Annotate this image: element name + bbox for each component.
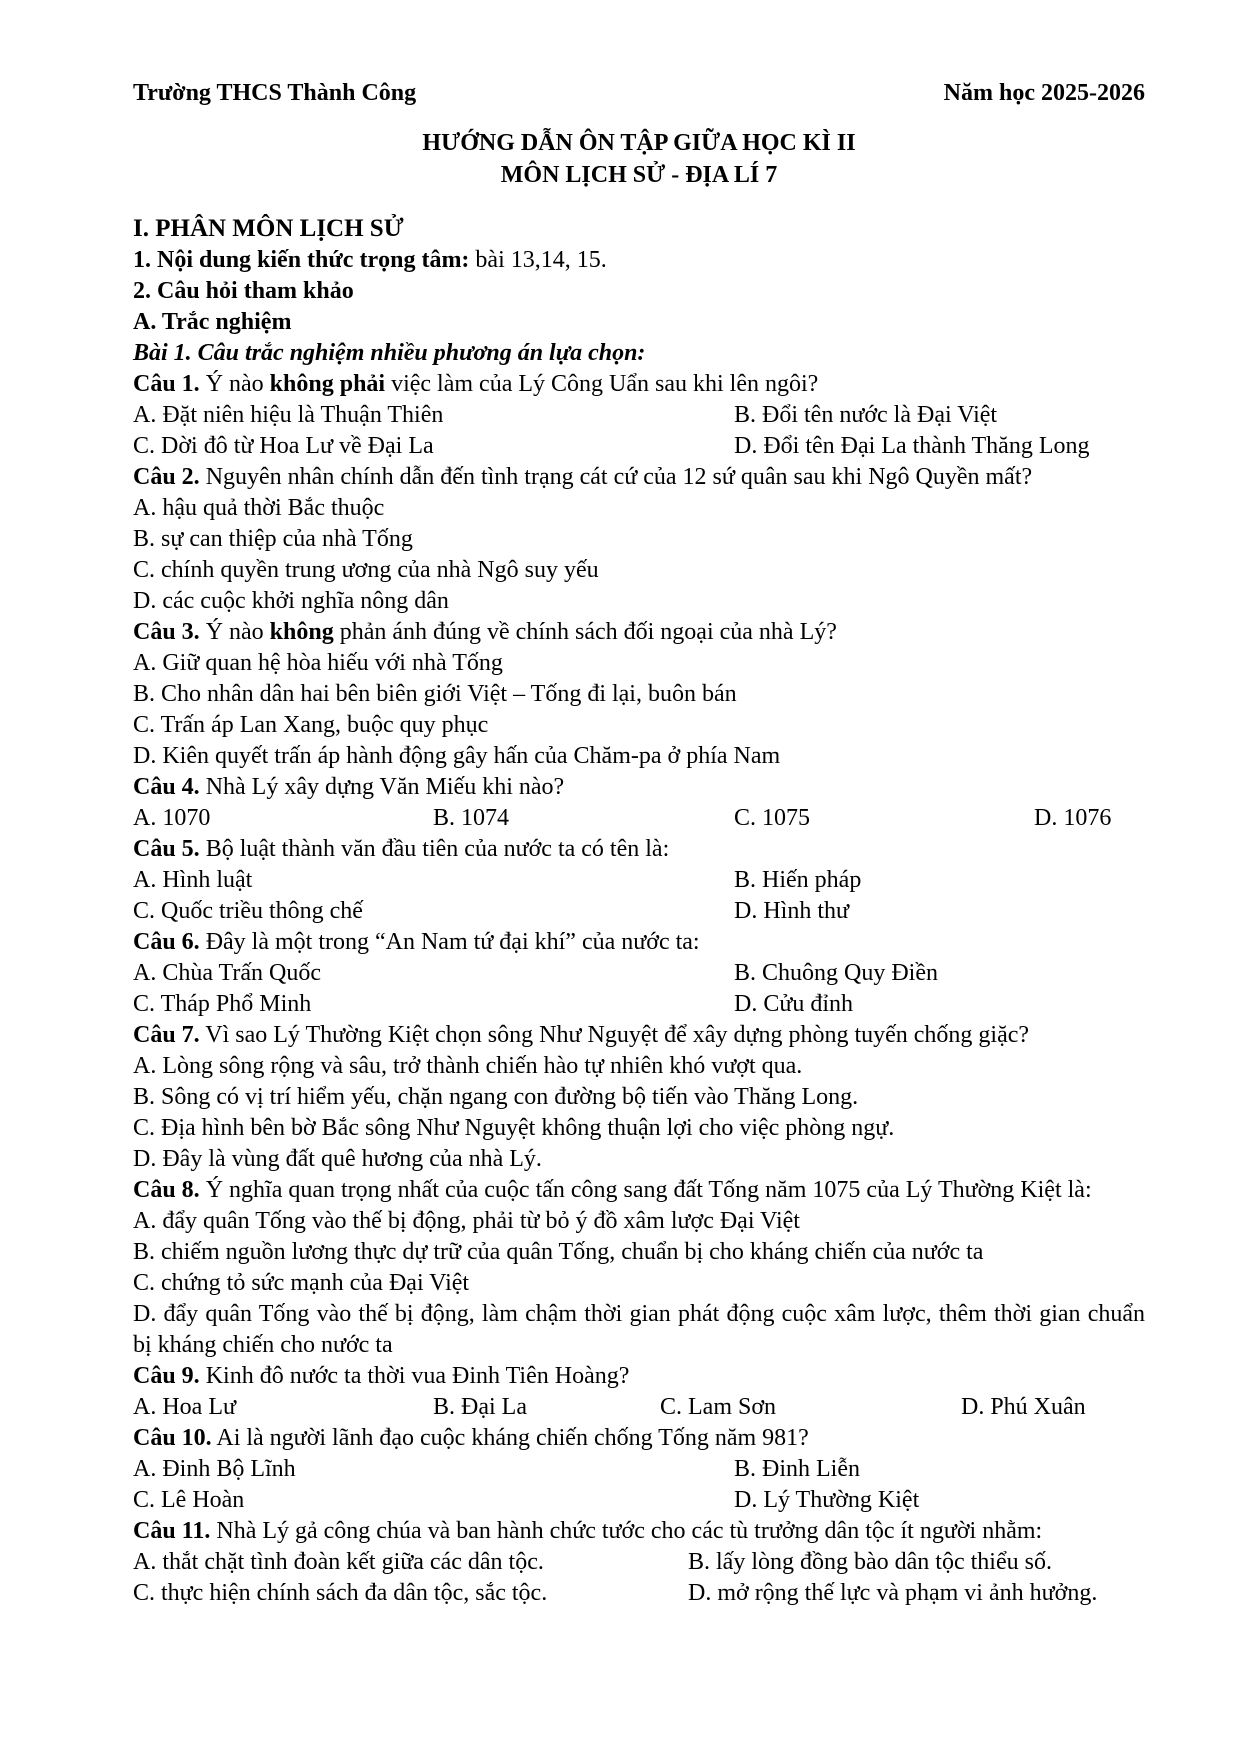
question-text: Nhà Lý gả công chúa và ban hành chức tước cho các tù trưởng dân tộc ít người nhằm: (210, 1518, 1043, 1544)
option-b: B. 1074 (433, 805, 510, 831)
option-d: D. Đây là vùng đất quê hương của nhà Lý. (133, 1146, 542, 1172)
question-7 (133, 1020, 1145, 1051)
option-a: A. Đặt niên hiệu là Thuận Thiên (133, 402, 444, 428)
option-c: C. Trấn áp Lan Xang, buộc quy phục (133, 712, 489, 738)
option-b: B. Hiến pháp (734, 867, 862, 893)
question-emphasis: không phải (269, 371, 386, 397)
question-11-options (133, 1547, 1145, 1609)
question-9-options (133, 1392, 1145, 1423)
section-heading: I. PHÂN MÔN LỊCH SỬ (133, 215, 404, 242)
question-3-options (133, 648, 1145, 772)
question-text: việc làm của Lý Công Uẩn sau khi lên ngôi? (385, 371, 819, 397)
option-b: B. lấy lòng đồng bào dân tộc thiểu số. (688, 1549, 1052, 1575)
question-8 (133, 1175, 1145, 1206)
sub-heading-a: A. Trắc nghiệm (133, 309, 292, 335)
option-d: D. đẩy quân Tống vào thế bị động, làm chậm thời gian phát động cuộc xâm lược, thêm thời gian chuẩn bị kháng chiến cho nước ta (133, 1301, 1145, 1358)
question-10 (133, 1423, 1145, 1454)
question-1-options (133, 400, 1145, 462)
question-text: Nhà Lý xây dựng Văn Miếu khi nào? (199, 774, 565, 800)
question-9 (133, 1361, 1145, 1392)
question-label: Câu 3. (133, 619, 200, 645)
option-c: C. Tháp Phổ Minh (133, 991, 312, 1017)
title-block (133, 127, 1145, 191)
option-d: D. Hình thư (734, 898, 850, 924)
item-2: 2. Câu hỏi tham khảo (133, 278, 354, 304)
question-text: Ai là người lãnh đạo cuộc kháng chiến chống Tống năm 981? (211, 1425, 809, 1451)
option-c: C. chứng tỏ sức mạnh của Đại Việt (133, 1270, 470, 1296)
question-label: Câu 11. (133, 1518, 211, 1544)
question-5-options (133, 865, 1145, 927)
question-6 (133, 927, 1145, 958)
question-2 (133, 462, 1145, 493)
question-4-options (133, 803, 1145, 834)
question-5 (133, 834, 1145, 865)
option-d: D. Kiên quyết trấn áp hành động gây hấn của Chăm-pa ở phía Nam (133, 743, 781, 769)
item-1 (133, 245, 1145, 276)
question-text: phản ánh đúng về chính sách đối ngoại của nhà Lý? (333, 619, 837, 645)
option-d: D. Cửu đỉnh (734, 991, 854, 1017)
option-c: C. Lam Sơn (660, 1394, 777, 1420)
option-a: A. Lòng sông rộng và sâu, trở thành chiến hào tự nhiên khó vượt qua. (133, 1053, 803, 1079)
option-b: B. Chuông Quy Điền (734, 960, 938, 986)
question-label: Câu 9. (133, 1363, 200, 1389)
question-8-options (133, 1206, 1145, 1361)
question-text: Vì sao Lý Thường Kiệt chọn sông Như Nguyệt để xây dựng phòng tuyến chống giặc? (199, 1022, 1030, 1048)
option-c: C. Lê Hoàn (133, 1487, 245, 1513)
question-7-options (133, 1051, 1145, 1175)
school-name: Trường THCS Thành Công (133, 80, 417, 106)
question-label: Câu 6. (133, 929, 200, 955)
question-4 (133, 772, 1145, 803)
page-header (133, 73, 1145, 113)
question-emphasis: không (269, 619, 334, 645)
item-1-label: 1. Nội dung kiến thức trọng tâm: (133, 247, 470, 273)
question-text: Nguyên nhân chính dẫn đến tình trạng cát cứ của 12 sứ quân sau khi Ngô Quyền mất? (199, 464, 1033, 490)
question-text: Ý nghĩa quan trọng nhất của cuộc tấn công sang đất Tống năm 1075 của Lý Thường Kiệt là: (199, 1177, 1092, 1203)
option-d: D. 1076 (1034, 805, 1112, 831)
option-b: B. sự can thiệp của nhà Tống (133, 526, 413, 552)
document-title: HƯỚNG DẪN ÔN TẬP GIỮA HỌC KÌ II (422, 130, 856, 156)
question-10-options (133, 1454, 1145, 1516)
question-1 (133, 369, 1145, 400)
option-d: D. Phú Xuân (961, 1394, 1086, 1420)
question-text: Đây là một trong “An Nam tứ đại khí” của nước ta: (199, 929, 700, 955)
option-b: B. Đại La (433, 1394, 527, 1420)
option-a: A. Đinh Bộ Lĩnh (133, 1456, 296, 1482)
question-text: Kinh đô nước ta thời vua Đinh Tiên Hoàng? (199, 1363, 630, 1389)
question-label: Câu 4. (133, 774, 200, 800)
option-c: C. chính quyền trung ương của nhà Ngô suy yếu (133, 557, 599, 583)
option-d: D. Lý Thường Kiệt (734, 1487, 920, 1513)
option-d: D. mở rộng thế lực và phạm vi ảnh hưởng. (688, 1580, 1098, 1606)
question-label: Câu 8. (133, 1177, 200, 1203)
option-b: B. chiếm nguồn lương thực dự trữ của quân Tống, chuẩn bị cho kháng chiến của nước ta (133, 1239, 984, 1265)
option-a: A. hậu quả thời Bắc thuộc (133, 495, 385, 521)
question-2-options (133, 493, 1145, 617)
option-b: B. Đổi tên nước là Đại Việt (734, 402, 998, 428)
option-c: C. 1075 (734, 805, 811, 831)
option-c: C. Địa hình bên bờ Bắc sông Như Nguyệt không thuận lợi cho việc phòng ngự. (133, 1115, 895, 1141)
question-6-options (133, 958, 1145, 1020)
option-a: A. đẩy quân Tống vào thế bị động, phải từ bỏ ý đồ xâm lược Đại Việt (133, 1208, 800, 1234)
option-c: C. thực hiện chính sách đa dân tộc, sắc tộc. (133, 1580, 548, 1606)
question-11 (133, 1516, 1145, 1547)
option-a: A. 1070 (133, 805, 211, 831)
document-content (133, 73, 1145, 1609)
question-label: Câu 5. (133, 836, 200, 862)
question-label: Câu 7. (133, 1022, 200, 1048)
option-b: B. Sông có vị trí hiểm yếu, chặn ngang con đường bộ tiến vào Thăng Long. (133, 1084, 859, 1110)
exercise-heading: Bài 1. Câu trắc nghiệm nhiều phương án lựa chọn: (133, 340, 646, 366)
option-a: A. Giữ quan hệ hòa hiếu với nhà Tống (133, 650, 503, 676)
option-d: D. Đổi tên Đại La thành Thăng Long (734, 433, 1090, 459)
option-d: D. các cuộc khởi nghĩa nông dân (133, 588, 449, 614)
option-a: A. Chùa Trấn Quốc (133, 960, 322, 986)
option-a: A. Hình luật (133, 867, 253, 893)
question-label: Câu 2. (133, 464, 200, 490)
option-c: C. Dời đô từ Hoa Lư về Đại La (133, 433, 434, 459)
question-text: Bộ luật thành văn đầu tiên của nước ta có tên là: (199, 836, 670, 862)
option-a: A. Hoa Lư (133, 1394, 236, 1420)
option-b: B. Đinh Liễn (734, 1456, 860, 1482)
option-c: C. Quốc triều thông chế (133, 898, 363, 924)
question-3 (133, 617, 1145, 648)
school-year: Năm học 2025-2026 (943, 80, 1145, 106)
document-subtitle: MÔN LỊCH SỬ - ĐỊA LÍ 7 (500, 162, 778, 188)
option-a: A. thắt chặt tình đoàn kết giữa các dân tộc. (133, 1549, 544, 1575)
option-b: B. Cho nhân dân hai bên biên giới Việt – Tống đi lại, buôn bán (133, 681, 737, 707)
question-text: Ý nào (199, 371, 270, 397)
item-1-text: bài 13,14, 15. (469, 247, 607, 273)
question-label: Câu 10. (133, 1425, 212, 1451)
question-text: Ý nào (199, 619, 270, 645)
question-label: Câu 1. (133, 371, 200, 397)
